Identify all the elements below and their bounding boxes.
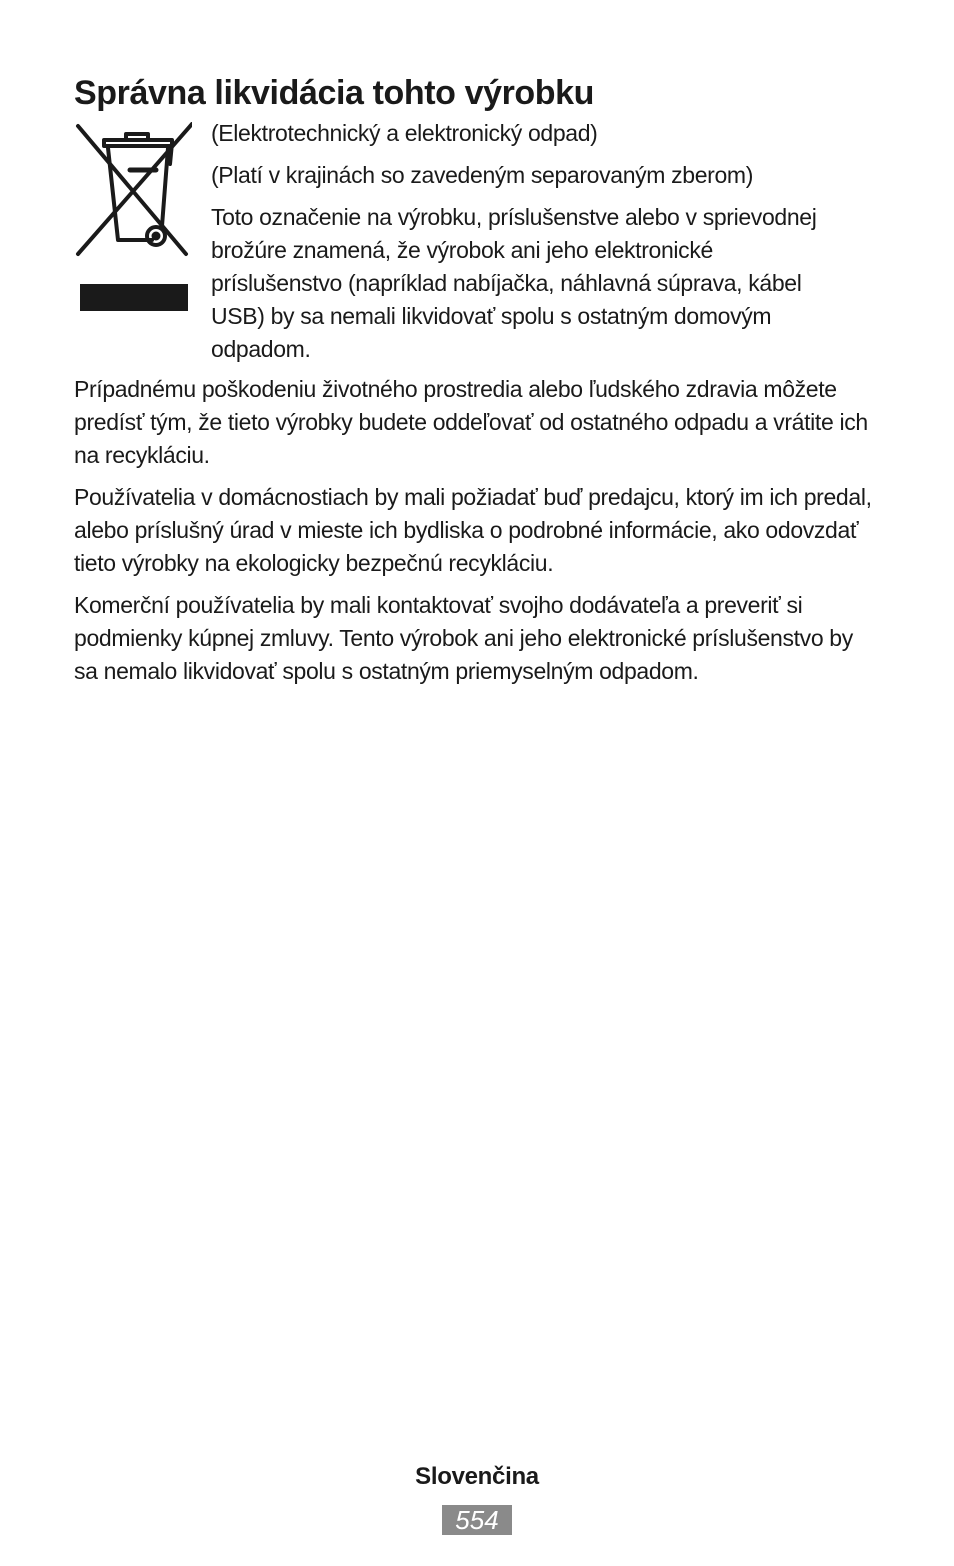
paragraph-environment: Prípadnému poškodeniu životného prostredia alebo ľudského zdravia môžete predísť tým, že tieto výrobky budete oddeľovať od ostatného odpadu a vrátite ich na recykláciu.: [74, 376, 868, 468]
paragraph-household-users: Používatelia v domácnostiach by mali požiadať buď predajcu, ktorý im ich predal, alebo príslušný úrad v mieste ich bydliska o podrobné informácie, ako odovzdať tieto výrobky na ekologicky bezpečnú recykláciu.: [74, 484, 872, 576]
paragraph-business-users: Komerční používatelia by mali kontaktovať svojho dodávateľa a preveriť si podmienky kúpnej zmluvy. Tento výrobok ani jeho elektronické príslušenstvo by sa nemalo likvidovať spolu s ostatným priemyselným odpadom.: [74, 592, 853, 684]
symbol-description: [211, 117, 851, 366]
disposal-instructions: [74, 373, 879, 688]
intro-line-scope: (Platí v krajinách so zavedeným separovaným zberom): [211, 162, 754, 188]
weee-separate-collection-bar: [80, 284, 188, 311]
intro-line-waste-type: (Elektrotechnický a elektronický odpad): [211, 120, 598, 146]
page-title: Správna likvidácia tohto výrobku: [74, 74, 595, 112]
page-number: 554: [442, 1505, 512, 1535]
crossed-out-wheelie-bin-icon: [74, 122, 192, 262]
intro-line-marking: Toto označenie na výrobku, príslušenstve alebo v sprievodnej brožúre znamená, že výrobok ani jeho elektronické príslušenstvo (napríklad nabíjačka, náhlavná súprava, kábel USB) by sa nemali likvidovať spolu s ostatným domovým odpadom.: [211, 204, 817, 362]
footer-language: Slovenčina: [415, 1463, 539, 1490]
